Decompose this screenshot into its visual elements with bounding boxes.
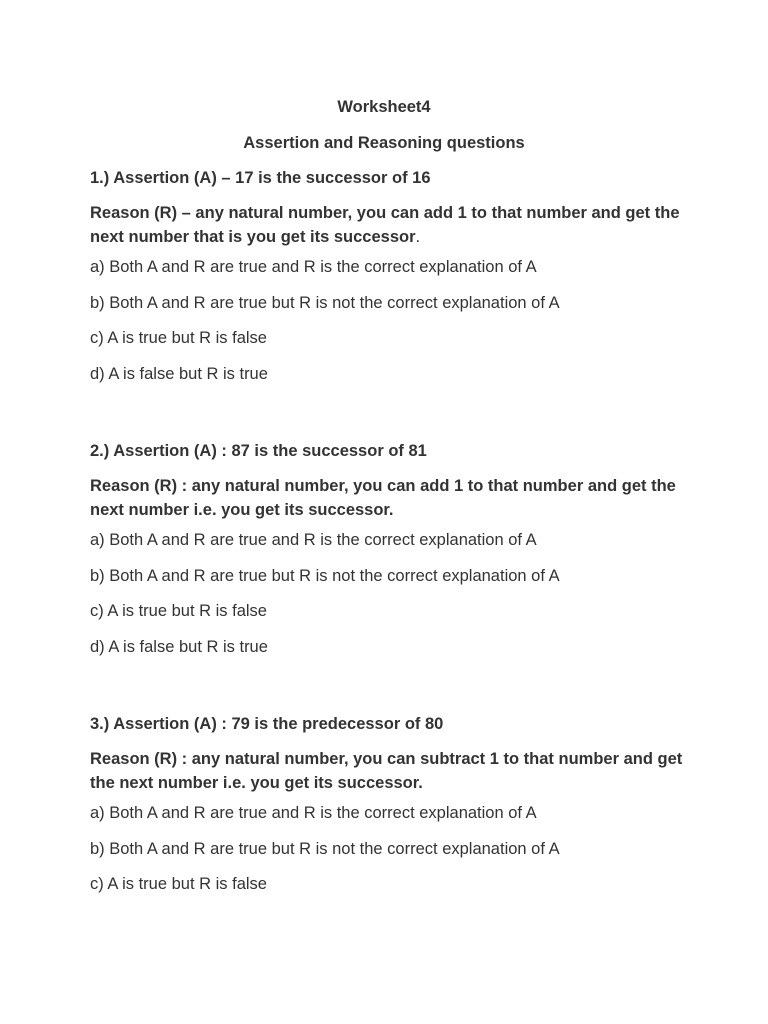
- question-3: [90, 714, 690, 910]
- option-d: d) A is false but R is true: [90, 637, 268, 656]
- option-d: d) A is false but R is true: [90, 364, 268, 383]
- option-c: c) A is true but R is false: [90, 329, 267, 347]
- option-a: a) Both A and R are true and R is the correct explanation of A: [90, 258, 537, 276]
- option-c: c) A is true but R is false: [90, 602, 267, 620]
- assertion-text: 1.) Assertion (A) – 17 is the successor of 16: [90, 169, 431, 187]
- option-b: b) Both A and R are true but R is not the correct explanation of A: [90, 839, 560, 858]
- worksheet-subtitle: Assertion and Reasoning questions: [243, 134, 525, 152]
- option-b: b) Both A and R are true but R is not the correct explanation of A: [90, 293, 560, 312]
- reason-trailing-text: .: [415, 228, 421, 246]
- question-1: [90, 168, 690, 399]
- option-b: b) Both A and R are true but R is not the correct explanation of A: [90, 566, 560, 585]
- option-c: c) A is true but R is false: [90, 875, 267, 893]
- assertion-text: 2.) Assertion (A) : 87 is the successor of 81: [90, 442, 427, 460]
- option-list: [90, 530, 690, 657]
- assertion-text: 3.) Assertion (A) : 79 is the predecessor of 80: [90, 715, 444, 733]
- worksheet-title: Worksheet4: [337, 98, 431, 116]
- reason-bold-text: Reason (R) – any natural number, you can add 1 to that number and get the next number that is you get its successor: [90, 204, 680, 246]
- reason-bold-text: Reason (R) : any natural number, you can subtract 1 to that number and get the next number i.e. you get its successor.: [90, 750, 683, 792]
- option-a: a) Both A and R are true and R is the correct explanation of A: [90, 804, 537, 822]
- reason-text: [90, 747, 690, 795]
- option-list: [90, 257, 690, 384]
- option-list: [90, 803, 690, 894]
- reason-bold-text: Reason (R) : any natural number, you can add 1 to that number and get the next number i.e. you get its successor.: [90, 477, 676, 519]
- reason-text: [90, 201, 690, 249]
- question-2: [90, 441, 690, 672]
- reason-text: [90, 474, 690, 522]
- option-a: a) Both A and R are true and R is the correct explanation of A: [90, 531, 537, 549]
